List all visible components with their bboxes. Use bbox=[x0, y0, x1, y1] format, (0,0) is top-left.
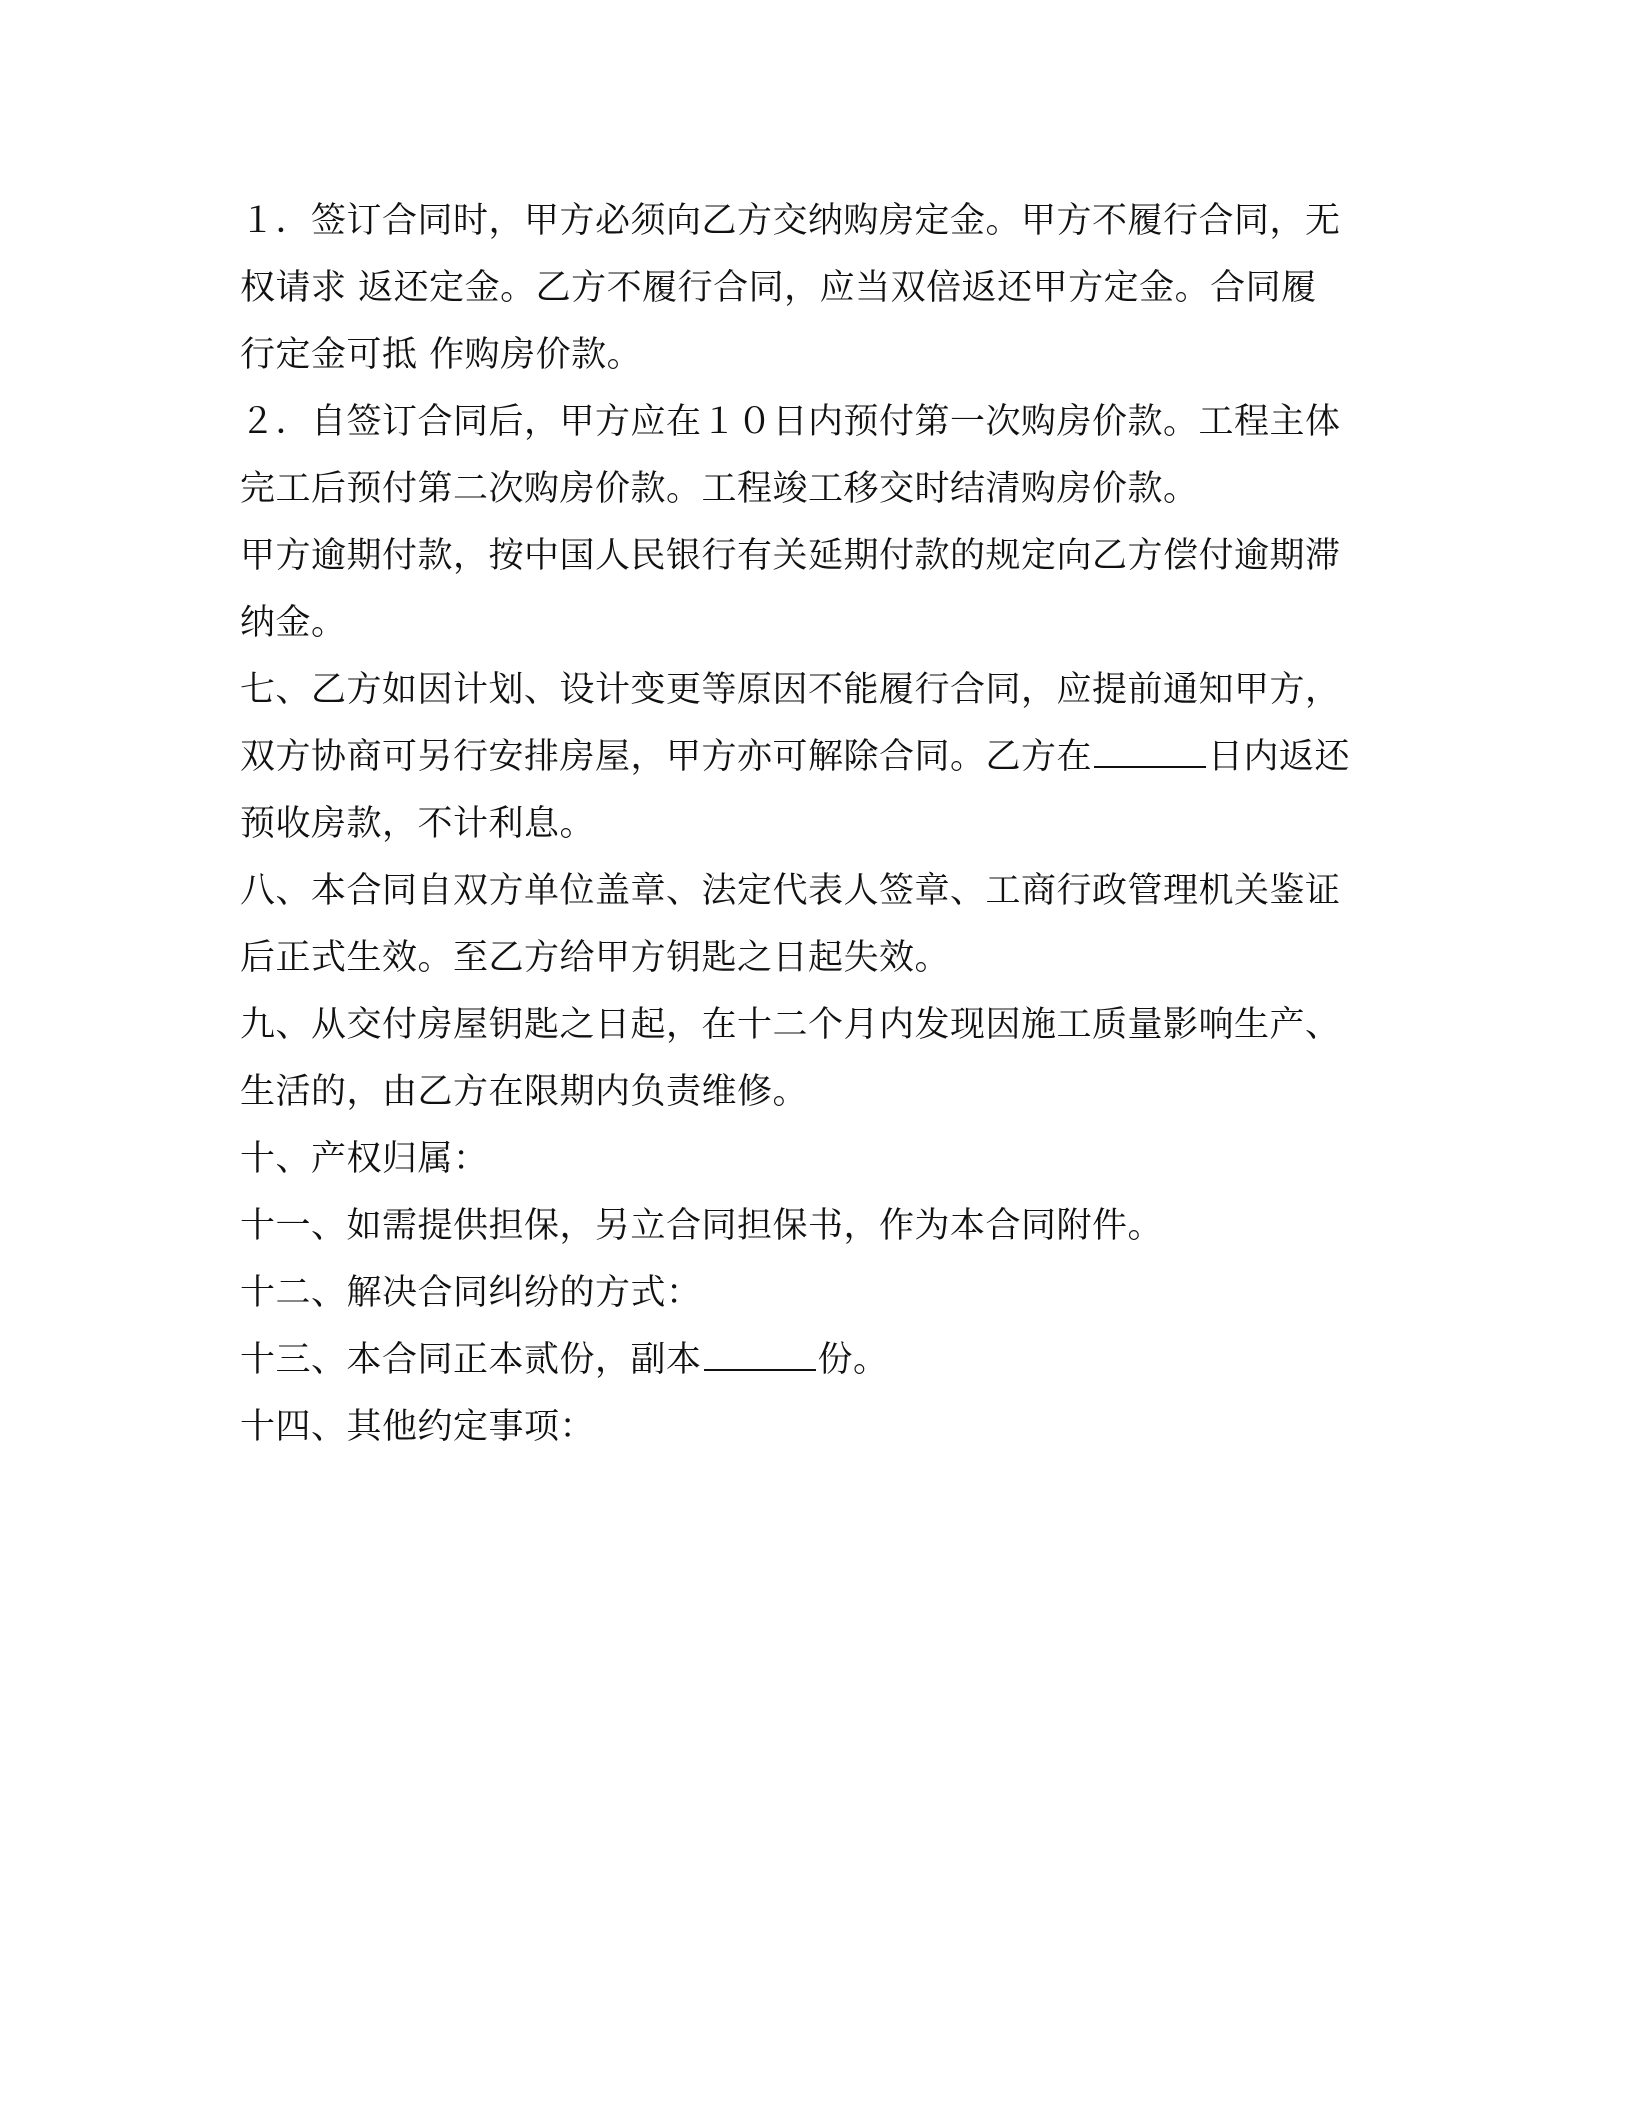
clause-13 bbox=[240, 1327, 1400, 1394]
clause-1-line-2: 权请求 返还定金。乙方不履行合同，应当双倍返还甲方定金。合同履 bbox=[240, 268, 1317, 308]
contract-text bbox=[240, 188, 1400, 1461]
clause-2-line-1: ２．自签订合同后，甲方应在１０日内预付第一次购房价款。工程主体 bbox=[240, 402, 1341, 442]
clause-7-line-2 bbox=[240, 724, 1400, 791]
copies-blank-field[interactable] bbox=[704, 1333, 816, 1371]
late-payment-line-2: 纳金。 bbox=[240, 603, 347, 643]
clause-11: 十一、如需提供担保，另立合同担保书，作为本合同附件。 bbox=[240, 1206, 1164, 1246]
late-payment-line-1: 甲方逾期付款，按中国人民银行有关延期付款的规定向乙方偿付逾期滞 bbox=[240, 536, 1341, 576]
clause-1-line-1: １．签订合同时，甲方必须向乙方交纳购房定金。甲方不履行合同，无 bbox=[240, 201, 1341, 241]
clause-9-line-2: 生活的，由乙方在限期内负责维修。 bbox=[240, 1072, 809, 1112]
clause-9-line-1: 九、从交付房屋钥匙之日起，在十二个月内发现因施工质量影响生产、 bbox=[240, 1005, 1341, 1045]
clause-7-line-3: 预收房款，不计利息。 bbox=[240, 804, 596, 844]
clause-12: 十二、解决合同纠纷的方式： bbox=[240, 1273, 702, 1313]
clause-14: 十四、其他约定事项： bbox=[240, 1407, 596, 1447]
clause-7-line-2-text-b: 日内返还 bbox=[1208, 737, 1351, 777]
clause-13-text-b: 份。 bbox=[817, 1340, 889, 1380]
days-blank-field[interactable] bbox=[1094, 730, 1206, 768]
clause-1-line-3: 行定金可抵 作购房价款。 bbox=[240, 335, 643, 375]
clause-8-line-1: 八、本合同自双方单位盖章、法定代表人签章、工商行政管理机关鉴证 bbox=[240, 871, 1341, 911]
clause-8-line-2: 后正式生效。至乙方给甲方钥匙之日起失效。 bbox=[240, 938, 951, 978]
clause-10: 十、产权归属： bbox=[240, 1139, 489, 1179]
clause-7-line-2-text-a: 双方协商可另行安排房屋，甲方亦可解除合同。乙方在 bbox=[240, 737, 1093, 777]
clause-7-line-1: 七、乙方如因计划、设计变更等原因不能履行合同，应提前通知甲方， bbox=[240, 670, 1341, 710]
clause-2-line-2: 完工后预付第二次购房价款。工程竣工移交时结清购房价款。 bbox=[240, 469, 1199, 509]
clause-13-text-a: 十三、本合同正本贰份，副本 bbox=[240, 1340, 702, 1380]
